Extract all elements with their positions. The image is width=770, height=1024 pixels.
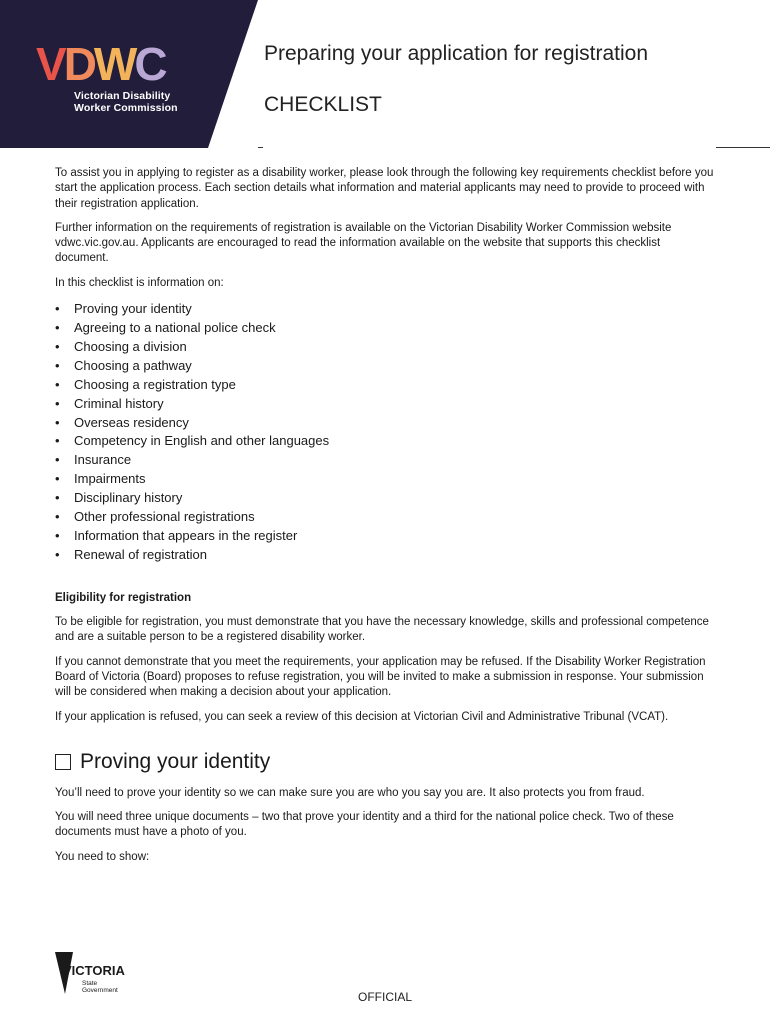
- bullet-icon: •: [55, 433, 60, 449]
- victoria-logo-word: VICTORIA: [63, 963, 125, 978]
- logo-line-1: Victorian Disability: [74, 90, 171, 102]
- bullet-icon: •: [55, 527, 60, 543]
- proving-identity-title: Proving your identity: [80, 749, 271, 773]
- logo-line-2: Worker Commission: [74, 102, 178, 114]
- bullet-icon: •: [55, 452, 60, 468]
- list-item: • Information that appears in the register: [55, 527, 715, 546]
- header-band: [0, 0, 770, 148]
- bullet-icon: •: [55, 471, 60, 487]
- victoria-logo-government: Government: [82, 987, 118, 994]
- proving-paragraph-1: You’ll need to prove your identity so we can make sure you are who you say you are. It also protects you from fraud.: [55, 786, 645, 799]
- victoria-logo-state: State: [82, 980, 98, 987]
- bullet-icon: •: [55, 376, 60, 392]
- checklist-topics: [55, 300, 715, 565]
- eligibility-paragraph-2: If you cannot demonstrate that you meet the requirements, your application may be refused. If the Disability Worker Registration Board of Victoria (Board) proposes to refuse registration, you will be invited to make a submission in response. Your submission will be considered when making a decision about your application.: [55, 655, 706, 699]
- header-rule-tick: [258, 147, 263, 148]
- list-item: • Choosing a registration type: [55, 376, 715, 395]
- header-rule: [716, 147, 770, 148]
- checkbox-icon[interactable]: [55, 754, 71, 770]
- need-to-show-text: You need to show:: [55, 850, 150, 863]
- proving-paragraph-2: You will need three unique documents – two that prove your identity and a third for the national police check. Two of these documents must have a photo of you.: [55, 811, 674, 839]
- bullet-icon: •: [55, 338, 60, 354]
- eligibility-heading: Eligibility for registration: [55, 591, 192, 604]
- intro-paragraph-1: To assist you in applying to register as a disability worker, please look through the following key requirements checklist before you start the application process. Each section details what information and material applicants may need to provide to proceed with their registration application.: [55, 167, 714, 210]
- list-item: • Choosing a division: [55, 338, 715, 357]
- eligibility-paragraph-1: To be eligible for registration, you must demonstrate that you have the necessary knowledge, skills and professional competence and are a suitable person to be a registered disability worker.: [55, 616, 709, 644]
- bullet-icon: •: [55, 414, 60, 430]
- bullet-icon: •: [55, 490, 60, 506]
- bullet-icon: •: [55, 546, 60, 562]
- page-title: Preparing your application for registration: [264, 42, 649, 65]
- eligibility-paragraph-3: If your application is refused, you can seek a review of this decision at Victorian Civil and Administrative Tribunal (VCAT).: [55, 710, 669, 723]
- list-item: • Other professional registrations: [55, 508, 715, 527]
- list-item: • Disciplinary history: [55, 489, 715, 508]
- proving-identity-heading: [55, 749, 715, 775]
- list-item: • Competency in English and other languages: [55, 432, 715, 451]
- intro-paragraph-3: In this checklist is information on:: [55, 276, 224, 289]
- bullet-icon: •: [55, 357, 60, 373]
- list-item: • Impairments: [55, 470, 715, 489]
- bullet-icon: •: [55, 319, 60, 335]
- vdwc-logo: [36, 40, 196, 120]
- bullet-icon: •: [55, 301, 60, 317]
- list-item: • Insurance: [55, 451, 715, 470]
- svg-text:VDWC: VDWC: [36, 40, 165, 88]
- list-item: • Proving your identity: [55, 300, 715, 319]
- list-item: • Agreeing to a national police check: [55, 319, 715, 338]
- list-item: • Overseas residency: [55, 414, 715, 433]
- list-item: • Renewal of registration: [55, 546, 715, 565]
- page-subtitle: CHECKLIST: [264, 93, 382, 116]
- list-item: • Choosing a pathway: [55, 357, 715, 376]
- bullet-icon: •: [55, 509, 60, 525]
- list-item: • Criminal history: [55, 395, 715, 414]
- bullet-icon: •: [55, 395, 60, 411]
- intro-paragraph-2: Further information on the requirements of registration is available on the Victorian Disability Worker Commission website vdwc.vic.gov.au. Applicants are encouraged to read the information available on the website that supports this checklist document.: [55, 221, 672, 265]
- document-body: [55, 166, 715, 874]
- security-classification: OFFICIAL: [357, 990, 412, 1004]
- vdwc-logo-wordmark: [36, 40, 196, 88]
- vdwc-logo-text: [74, 90, 178, 114]
